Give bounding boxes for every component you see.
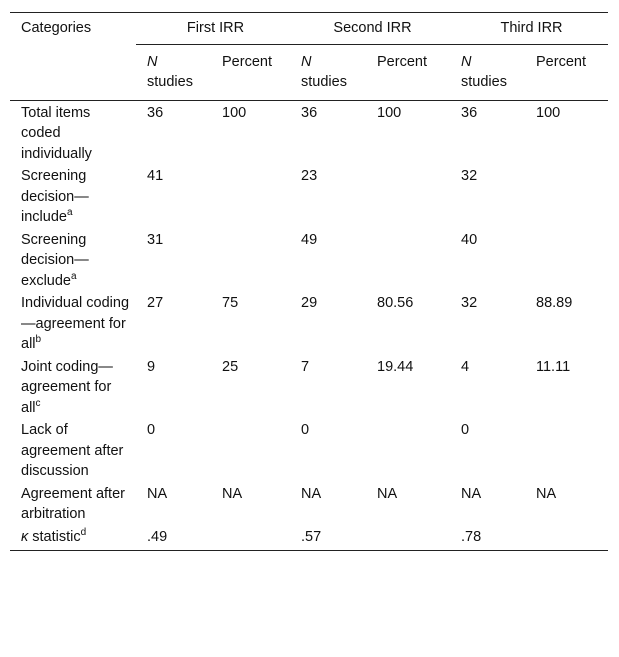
categories-header: Categories [10,13,136,101]
cell [366,526,450,551]
cell: 27 [147,295,164,311]
footnote-marker: a [66,207,73,218]
row-label: Total items coded individually [21,104,92,162]
cell: NA [222,485,243,502]
cell: 19.44 [377,358,414,375]
table-row [10,292,608,356]
cell [211,419,290,483]
footnote-marker: d [80,526,87,538]
cell: 0 [461,422,470,438]
cell: 23 [301,168,318,184]
group-header-second-label: Second IRR [333,20,412,36]
table-row [10,419,608,483]
group-header-third-label: Third IRR [500,20,563,36]
row-label: Agreement after arbitration [21,485,125,522]
subheader-percent: Percent [222,53,272,70]
cell: 80.56 [377,295,414,311]
group-header-row [10,13,608,45]
kappa-symbol: κ [21,528,29,545]
row-label: κ statistic$^d$ [21,526,87,545]
footnote-marker: b [35,334,42,345]
cell: NA [301,485,322,502]
cell: 32 [461,168,478,184]
cell: 7 [301,358,310,375]
kappa-row [10,526,608,551]
cell: 88.89 [536,295,573,311]
cell: 49 [301,231,318,248]
subheader-percent: Percent [377,53,427,70]
footnote-marker: a [70,270,77,282]
cell: 36 [461,104,478,121]
cell [366,165,450,229]
cell: 100 [222,104,247,121]
table-row [10,100,608,165]
group-header-third [450,13,608,45]
cell: 36 [147,104,164,121]
cell: 11.11 [536,358,571,375]
cell [366,419,450,483]
cell: 100 [536,104,561,121]
cell: .57 [301,528,322,545]
cell: 36 [301,104,318,121]
table-row [10,165,608,229]
row-label: Screening decision—include$^a$ [21,168,89,225]
table-row [10,483,608,526]
cell: .78 [461,528,482,545]
cell: 32 [461,295,478,311]
cell [211,229,290,293]
cell: 75 [222,295,239,311]
row-label: Screening decision—exclude$^a$ [21,231,89,289]
cell: 29 [301,295,318,311]
table-row [10,356,608,420]
cell: 25 [222,358,239,375]
cell: 41 [147,168,164,184]
subheader-n-studies: N studies [301,53,347,90]
cell [366,229,450,293]
cell [211,526,290,551]
cell [525,419,608,483]
cell: NA [536,485,557,502]
group-header-first [136,13,290,45]
cell: NA [461,485,482,502]
cell: 31 [147,231,164,248]
table-row [10,229,608,293]
cell: .49 [147,528,168,545]
irr-table [10,12,608,551]
cell: NA [377,485,398,502]
cell: 0 [147,422,156,438]
cell: 100 [377,104,402,121]
subheader-n-studies: N studies [461,53,507,90]
row-label: Joint coding—agreement for all$^c$ [21,358,113,416]
group-header-second [290,13,450,45]
subheader-n-studies: N studies [147,53,193,90]
subheader-percent: Percent [536,53,586,70]
cell: 0 [301,422,310,438]
cell: NA [147,485,168,502]
row-label: Lack of agreement after discussion [21,422,124,479]
row-label: Individual coding—agreement for all$^b$ [21,295,130,352]
cell: 40 [461,231,478,248]
cell [525,526,608,551]
cell [525,165,608,229]
cell: 9 [147,358,156,375]
group-header-first-label: First IRR [186,20,245,36]
cell [525,229,608,293]
footnote-marker: c [35,397,41,409]
cell [211,165,290,229]
cell: 4 [461,358,470,375]
